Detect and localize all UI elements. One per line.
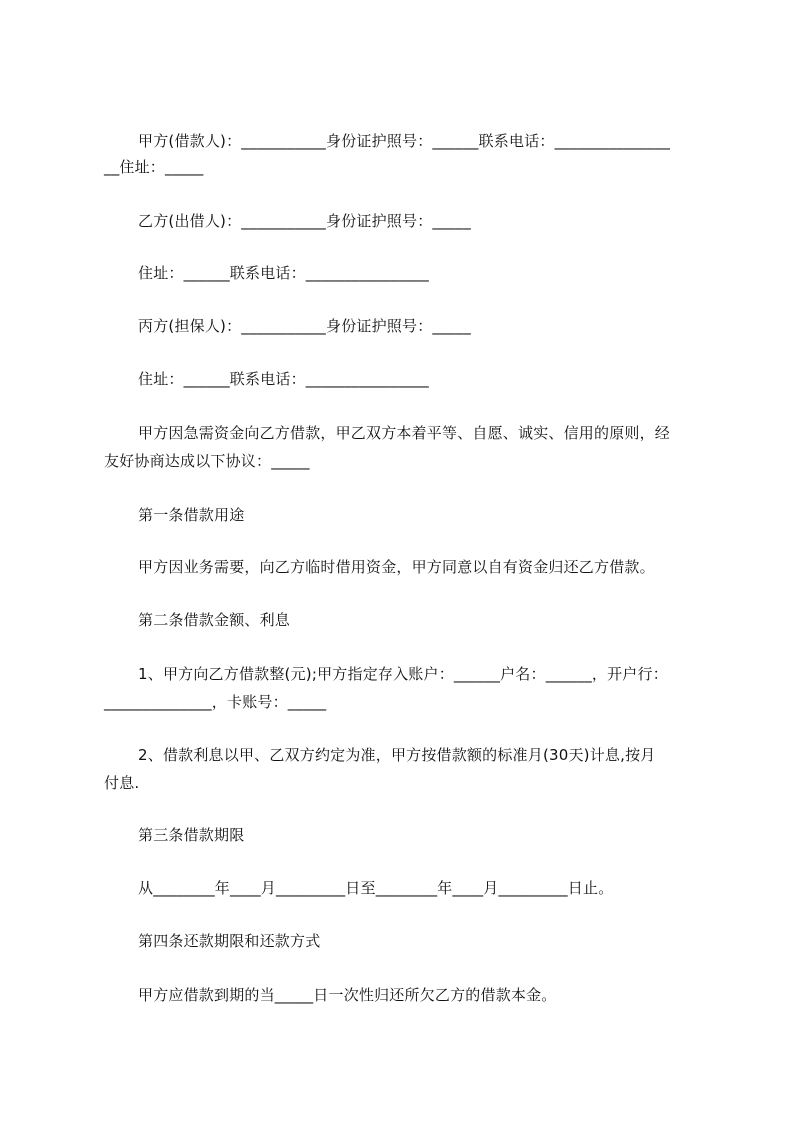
article-1-title: 第一条借款用途 [138,506,245,524]
party-a-info: 甲方(借款人)：___________身份证护照号：______联系电话：_______________ [138,132,671,150]
article-2-title: 第二条借款金额、利息 [138,611,291,629]
preamble-line-1: 甲方因急需资金向乙方借款，甲乙双方本着平等、自愿、诚实、信用的原则，经 [138,424,671,442]
party-a-address: __住址：_____ [104,158,204,176]
article-3-body: 从________年____月_________日至________年____月_________日止。 [138,879,614,897]
party-c-address: 住址：______联系电话：________________ [138,370,430,388]
party-c-info: 丙方(担保人)：___________身份证护照号：_____ [138,317,471,335]
article-2-item-1-line-1: 1、甲方向乙方借款整(元);甲方指定存入账户：______户名：______，开户行： [138,665,668,683]
article-4-body: 甲方应借款到期的当_____日一次性归还所欠乙方的借款本金。 [138,986,557,1004]
party-b-info: 乙方(出借人)：___________身份证护照号：_____ [138,212,471,230]
article-2-item-2-line-1: 2、借款利息以甲、乙双方约定为准，甲方按借款额的标准月(30天)计息,按月 [138,746,656,764]
article-4-title: 第四条还款期限和还款方式 [138,932,321,950]
preamble-line-2: 友好协商达成以下协议：_____ [104,452,310,470]
party-b-address: 住址：______联系电话：________________ [138,264,430,282]
article-2-item-1-line-2: ______________，卡账号：_____ [104,693,327,711]
article-3-title: 第三条借款期限 [138,826,245,844]
article-2-item-2-line-2: 付息. [104,774,140,792]
article-1-body: 甲方因业务需要，向乙方临时借用资金，甲方同意以自有资金归还乙方借款。 [138,558,655,576]
